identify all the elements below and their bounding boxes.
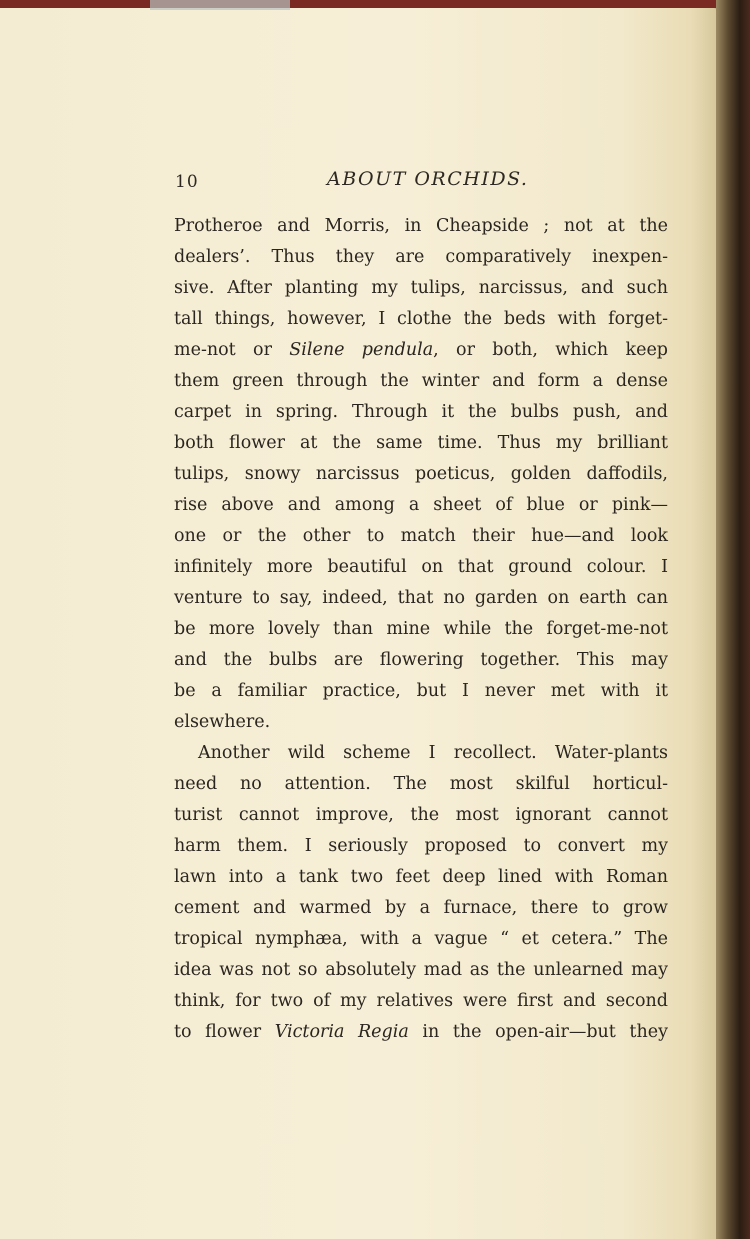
text-line: both flower at the same time. Thus my brilliant — [174, 433, 668, 453]
text-line: sive. After planting my tulips, narcissus, and such — [174, 278, 668, 298]
text-line: be more lovely than mine while the forget-me-not — [174, 619, 668, 639]
text-line: one or the other to match their hue—and look — [174, 526, 668, 546]
text-run: in the open-air—but they — [408, 1022, 668, 1042]
text-line: tropical nymphæa, with a vague “ et cetera.” The — [174, 929, 668, 949]
text-line: be a familiar practice, but I never met with it — [174, 681, 668, 701]
text-line: cement and warmed by a furnace, there to grow — [174, 898, 668, 918]
page-header — [175, 168, 665, 198]
text-run: , or both, which keep — [433, 340, 669, 360]
text-line: infinitely more beautiful on that ground colour. I — [174, 557, 668, 577]
text-line: elsewhere. — [174, 712, 271, 732]
text-line: carpet in spring. Through it the bulbs push, and — [174, 402, 668, 422]
text-line: need no attention. The most skilful horticul- — [174, 774, 668, 794]
text-line: dealers’. Thus they are comparatively inexpen- — [174, 247, 668, 267]
italic-text: Silene pendula — [289, 340, 434, 360]
body-text — [174, 211, 668, 1048]
text-run: me-not or — [174, 340, 290, 360]
italic-text: Victoria Regia — [274, 1022, 409, 1042]
text-line: tulips, snowy narcissus poeticus, golden daffodils, — [174, 464, 668, 484]
text-line: Protheroe and Morris, in Cheapside ; not at the — [174, 216, 668, 236]
text-line: idea was not so absolutely mad as the unlearned may — [174, 960, 668, 980]
text-line: them green through the winter and form a dense — [174, 371, 668, 391]
book-spine-edge — [716, 0, 750, 1239]
text-line: turist cannot improve, the most ignorant cannot — [174, 805, 668, 825]
paper-sheet — [0, 8, 728, 1239]
text-line: tall things, however, I clothe the beds with forget- — [174, 309, 668, 329]
text-line: rise above and among a sheet of blue or pink— — [174, 495, 668, 515]
text-line — [174, 1017, 668, 1048]
text-run: to flower — [174, 1022, 275, 1042]
text-line: Another wild scheme I recollect. Water-plants — [198, 743, 668, 763]
scan-edge-strip — [150, 0, 290, 10]
text-line: harm them. I seriously proposed to convert my — [174, 836, 668, 856]
text-line — [174, 335, 668, 366]
text-line: and the bulbs are flowering together. This may — [174, 650, 668, 670]
page-number: 10 — [175, 172, 199, 192]
text-line: venture to say, indeed, that no garden on earth can — [174, 588, 668, 608]
running-head: ABOUT ORCHIDS. — [327, 168, 529, 190]
text-line: think, for two of my relatives were first and second — [174, 991, 668, 1011]
text-line: lawn into a tank two feet deep lined with Roman — [174, 867, 668, 887]
